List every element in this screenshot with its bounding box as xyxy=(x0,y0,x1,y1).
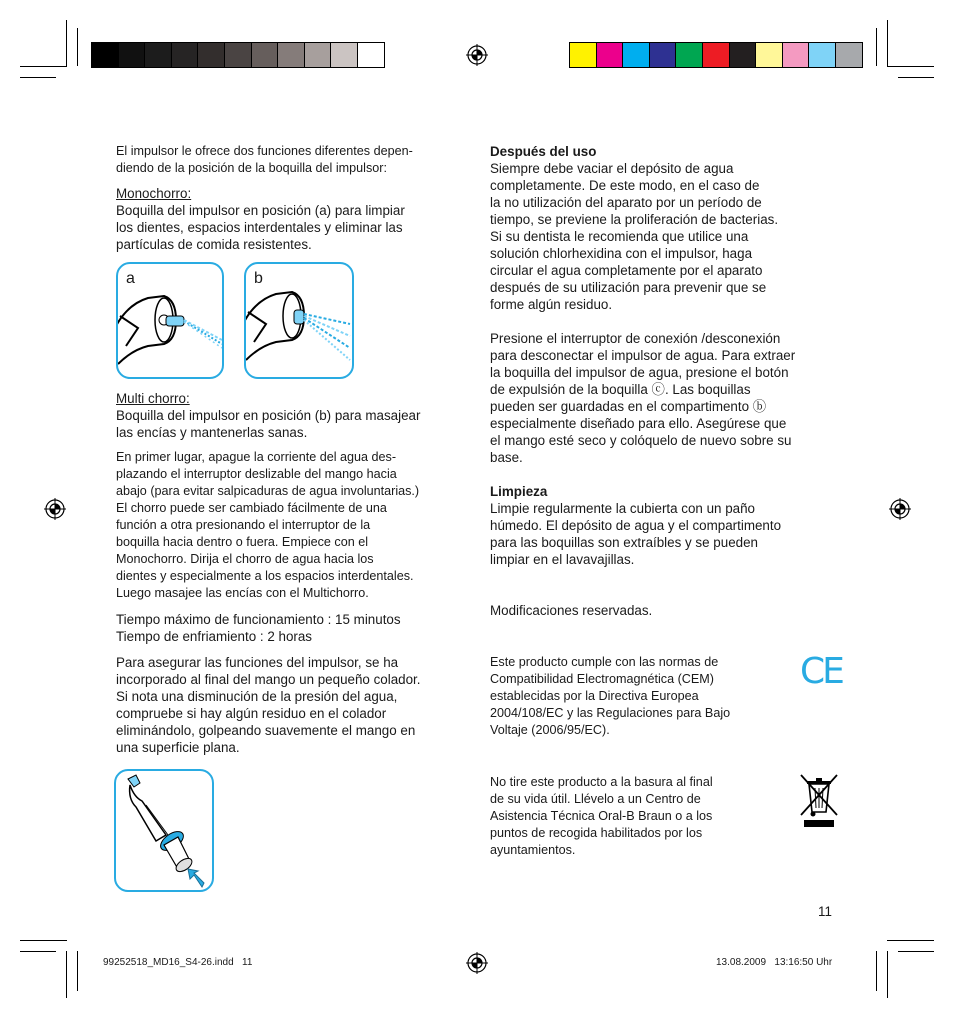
registration-mark-top xyxy=(466,44,488,66)
monochorro-heading: Monochorro: xyxy=(116,186,192,201)
handle-illustration xyxy=(116,771,212,890)
monochorro-description: Boquilla del impulsor en posición (a) para limpiar los dientes, espacios interdentales y eliminar las partículas de comida resistentes. xyxy=(116,203,405,252)
figure-a-label: a xyxy=(126,270,135,287)
nozzle-monojet-illustration xyxy=(118,264,222,377)
greyscale-bar-swatch xyxy=(357,42,385,68)
page-number: 11 xyxy=(818,904,832,919)
color-bar-swatch xyxy=(808,42,836,68)
greyscale-bar-swatch xyxy=(91,42,119,68)
color-bar-swatch xyxy=(569,42,597,68)
operating-times: Tiempo máximo de funcionamiento : 15 minutos Tiempo de enfriamiento : 2 horas xyxy=(116,612,401,644)
registration-mark-right xyxy=(889,498,911,520)
footer-file-name: 99252518_MD16_S4-26.indd 11 xyxy=(103,957,253,968)
ce-compliance-text: Este producto cumple con las normas de Compatibilidad Electromagnética (CEM) establecidas por la Directiva Europea 2004/108/EC y las Regulaciones para Bajo Voltaje (2006/95/EC). xyxy=(490,655,731,737)
intro-paragraph: El impulsor le ofrece dos funciones diferentes depen- diendo de la posición de la boquilla del impulsor: xyxy=(116,144,413,175)
color-bar-swatch xyxy=(596,42,624,68)
color-bar-swatch xyxy=(835,42,863,68)
greyscale-bar-swatch xyxy=(304,42,332,68)
modifications-note: Modificaciones reservadas. xyxy=(490,603,653,618)
figure-b-label: b xyxy=(254,270,263,287)
greyscale-bar-swatch xyxy=(118,42,146,68)
figure-nozzle-position-a xyxy=(116,262,224,379)
figure-nozzle-position-b xyxy=(244,262,354,379)
multichorro-heading: Multi chorro: xyxy=(116,391,190,406)
registration-mark-left xyxy=(44,498,66,520)
greyscale-bar-swatch xyxy=(224,42,252,68)
registration-mark-bottom xyxy=(466,952,488,974)
cleaning-text: Limpie regularmente la cubierta con un paño húmedo. El depósito de agua y el compartimento para las boquillas son extraíbles y se pueden limpiar en el lavavajillas. xyxy=(490,501,782,567)
greyscale-bar-swatch xyxy=(277,42,305,68)
crossed-out-bin-icon xyxy=(798,772,840,830)
color-bar-swatch xyxy=(649,42,677,68)
color-bar-swatch xyxy=(782,42,810,68)
color-bar-swatch xyxy=(729,42,757,68)
multichorro-description: Boquilla del impulsor en posición (b) para masajear las encías y mantenerlas sanas. xyxy=(116,408,421,440)
ce-mark: CE xyxy=(800,651,842,692)
greyscale-bar-swatch xyxy=(197,42,225,68)
usage-instructions: En primer lugar, apague la corriente del agua des- plazando el interruptor deslizable del mango hacia abajo (para evitar salpicaduras de agua involuntarias.) El chorro puede ser cambiado fácilmente de una función a otra presionando el interruptor de la boquilla hacia dentro o fuera. Empiece con el Monochorro. Dirija el chorro de agua hacia los dientes y especialmente a los espacios interdentales. Luego masajee las encías con el Multichorro. xyxy=(116,450,420,600)
after-use-heading: Después del uso xyxy=(490,144,597,159)
greyscale-bar-swatch xyxy=(171,42,199,68)
greyscale-bar-swatch xyxy=(251,42,279,68)
color-bar-swatch xyxy=(675,42,703,68)
filter-paragraph: Para asegurar las funciones del impulsor, se ha incorporado al final del mango un pequeño colador. Si nota una disminución de la presión del agua, compruebe si hay algún residuo en el colador eliminándolo, golpeando suavemente el mango en una superficie plana. xyxy=(116,655,421,755)
switch-off-text: Presione el interruptor de conexión /desconexión para desconectar el impulsor de agua. Para extraer la boquilla del impulsor de agua, presione el botón de expulsión de la boquilla ⓒ. Las boquillas pueden ser guardadas en el compartimento ⓑ especialmente diseñado para ello. Asegúrese que el mango esté seco y colóquelo de nuevo sobre su base. xyxy=(490,331,796,465)
cleaning-heading: Limpieza xyxy=(490,484,548,499)
color-bar-swatch xyxy=(622,42,650,68)
weee-disposal-text: No tire este producto a la basura al final de su vida útil. Llévelo a un Centro de Asistencia Técnica Oral-B Braun o a los puntos de recogida habilitados por los ayuntamientos. xyxy=(490,775,713,857)
after-use-text: Siempre debe vaciar el depósito de agua completamente. De este modo, en el caso de la no utilización del aparato por un período de tiempo, se previene la proliferación de bacterias. Si su dentista le recomienda que utilice una solución chlorhexidina con el impulsor, haga circular el agua completamente por el aparato después de su utilización para prevenir que se forme algún residuo. xyxy=(490,161,779,312)
footer-timestamp: 13.08.2009 13:16:50 Uhr xyxy=(716,957,833,968)
color-bar-swatch xyxy=(702,42,730,68)
greyscale-bar-swatch xyxy=(144,42,172,68)
nozzle-multijet-illustration xyxy=(246,264,352,377)
greyscale-bar-swatch xyxy=(330,42,358,68)
color-bar-swatch xyxy=(755,42,783,68)
figure-handle-filter xyxy=(114,769,214,892)
